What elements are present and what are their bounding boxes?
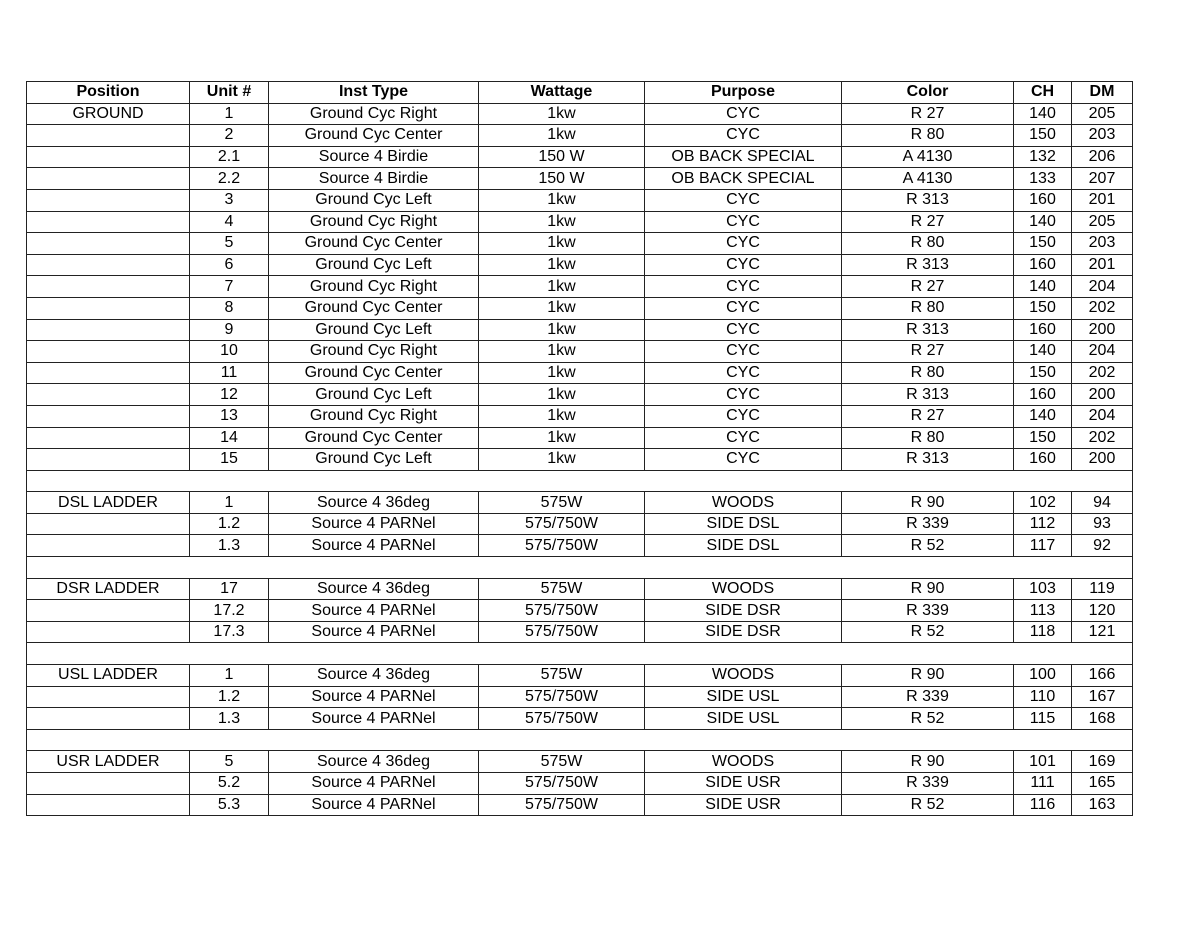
- cell-unit-number: 4: [190, 211, 269, 233]
- cell-wattage: 575/750W: [479, 621, 645, 643]
- cell-unit-number: 3: [190, 189, 269, 211]
- cell-unit-number: 1.3: [190, 708, 269, 730]
- cell-wattage: 575W: [479, 751, 645, 773]
- cell-unit-number: 1.2: [190, 686, 269, 708]
- cell-wattage: 1kw: [479, 384, 645, 406]
- cell-unit-number: 1: [190, 665, 269, 687]
- cell-dimmer: 93: [1072, 513, 1133, 535]
- cell-unit-number: 17.3: [190, 621, 269, 643]
- cell-inst-type: Ground Cyc Center: [269, 362, 479, 384]
- cell-inst-type: Ground Cyc Left: [269, 189, 479, 211]
- cell-inst-type: Ground Cyc Right: [269, 103, 479, 125]
- cell-channel: 132: [1014, 146, 1072, 168]
- cell-channel: 150: [1014, 125, 1072, 147]
- cell-position: [27, 794, 190, 816]
- cell-dimmer: 201: [1072, 254, 1133, 276]
- cell-purpose: CYC: [645, 189, 842, 211]
- cell-channel: 140: [1014, 103, 1072, 125]
- cell-dimmer: 204: [1072, 341, 1133, 363]
- cell-wattage: 575W: [479, 492, 645, 514]
- cell-color: R 339: [842, 686, 1014, 708]
- table-row: [27, 621, 1133, 643]
- cell-purpose: WOODS: [645, 665, 842, 687]
- cell-dimmer: 163: [1072, 794, 1133, 816]
- cell-color: R 27: [842, 103, 1014, 125]
- cell-position: [27, 276, 190, 298]
- cell-purpose: CYC: [645, 449, 842, 471]
- cell-purpose: CYC: [645, 319, 842, 341]
- table-row: [27, 794, 1133, 816]
- cell-color: R 339: [842, 600, 1014, 622]
- cell-dimmer: 203: [1072, 125, 1133, 147]
- cell-position: [27, 773, 190, 795]
- cell-wattage: 1kw: [479, 233, 645, 255]
- cell-dimmer: 119: [1072, 578, 1133, 600]
- cell-dimmer: 202: [1072, 362, 1133, 384]
- cell-wattage: 1kw: [479, 103, 645, 125]
- cell-position: GROUND: [27, 103, 190, 125]
- table-row: [27, 513, 1133, 535]
- cell-wattage: 575/750W: [479, 600, 645, 622]
- cell-inst-type: Ground Cyc Left: [269, 254, 479, 276]
- cell-purpose: CYC: [645, 341, 842, 363]
- cell-purpose: CYC: [645, 103, 842, 125]
- table-row: [27, 189, 1133, 211]
- cell-channel: 110: [1014, 686, 1072, 708]
- cell-color: R 90: [842, 751, 1014, 773]
- cell-purpose: CYC: [645, 362, 842, 384]
- cell-position: [27, 211, 190, 233]
- cell-color: R 313: [842, 254, 1014, 276]
- cell-purpose: CYC: [645, 254, 842, 276]
- cell-color: R 80: [842, 362, 1014, 384]
- cell-dimmer: 200: [1072, 384, 1133, 406]
- table-row: [27, 319, 1133, 341]
- lighting-hookup-table: [26, 81, 1133, 816]
- cell-channel: 150: [1014, 427, 1072, 449]
- table-row: [27, 535, 1133, 557]
- table-row: [27, 665, 1133, 687]
- cell-dimmer: 92: [1072, 535, 1133, 557]
- cell-channel: 111: [1014, 773, 1072, 795]
- cell-unit-number: 17: [190, 578, 269, 600]
- cell-inst-type: Ground Cyc Right: [269, 405, 479, 427]
- cell-channel: 103: [1014, 578, 1072, 600]
- table-row: [27, 297, 1133, 319]
- cell-wattage: 1kw: [479, 125, 645, 147]
- cell-unit-number: 12: [190, 384, 269, 406]
- cell-wattage: 150 W: [479, 168, 645, 190]
- cell-wattage: 575W: [479, 578, 645, 600]
- cell-purpose: SIDE USL: [645, 686, 842, 708]
- cell-inst-type: Source 4 Birdie: [269, 168, 479, 190]
- cell-position: [27, 125, 190, 147]
- table-row: [27, 233, 1133, 255]
- cell-position: [27, 384, 190, 406]
- header-color: Color: [842, 82, 1014, 104]
- cell-dimmer: 169: [1072, 751, 1133, 773]
- cell-purpose: SIDE DSR: [645, 621, 842, 643]
- cell-dimmer: 204: [1072, 276, 1133, 298]
- cell-unit-number: 8: [190, 297, 269, 319]
- section-spacer-row: [27, 557, 1133, 579]
- cell-channel: 102: [1014, 492, 1072, 514]
- cell-position: [27, 297, 190, 319]
- cell-wattage: 575/750W: [479, 794, 645, 816]
- cell-purpose: CYC: [645, 211, 842, 233]
- cell-wattage: 575/750W: [479, 773, 645, 795]
- cell-dimmer: 207: [1072, 168, 1133, 190]
- cell-position: [27, 362, 190, 384]
- cell-unit-number: 10: [190, 341, 269, 363]
- cell-purpose: CYC: [645, 297, 842, 319]
- cell-dimmer: 205: [1072, 211, 1133, 233]
- cell-dimmer: 200: [1072, 319, 1133, 341]
- cell-inst-type: Ground Cyc Right: [269, 211, 479, 233]
- cell-unit-number: 6: [190, 254, 269, 276]
- cell-purpose: SIDE USL: [645, 708, 842, 730]
- cell-color: R 52: [842, 708, 1014, 730]
- cell-purpose: WOODS: [645, 492, 842, 514]
- cell-dimmer: 166: [1072, 665, 1133, 687]
- cell-inst-type: Source 4 PARNel: [269, 600, 479, 622]
- cell-position: [27, 621, 190, 643]
- cell-inst-type: Ground Cyc Left: [269, 319, 479, 341]
- spacer-cell: [27, 557, 1133, 579]
- cell-inst-type: Ground Cyc Left: [269, 449, 479, 471]
- table-row: [27, 751, 1133, 773]
- cell-position: [27, 233, 190, 255]
- cell-channel: 160: [1014, 384, 1072, 406]
- table-row: [27, 125, 1133, 147]
- cell-inst-type: Source 4 PARNel: [269, 773, 479, 795]
- cell-inst-type: Source 4 PARNel: [269, 686, 479, 708]
- header-row: [27, 82, 1133, 104]
- cell-color: R 52: [842, 794, 1014, 816]
- cell-unit-number: 2.1: [190, 146, 269, 168]
- cell-inst-type: Ground Cyc Right: [269, 276, 479, 298]
- cell-color: R 27: [842, 405, 1014, 427]
- cell-purpose: CYC: [645, 276, 842, 298]
- table-row: [27, 600, 1133, 622]
- table-row: [27, 578, 1133, 600]
- cell-position: [27, 600, 190, 622]
- cell-channel: 115: [1014, 708, 1072, 730]
- cell-wattage: 1kw: [479, 449, 645, 471]
- cell-purpose: WOODS: [645, 578, 842, 600]
- cell-inst-type: Ground Cyc Center: [269, 297, 479, 319]
- cell-inst-type: Source 4 36deg: [269, 751, 479, 773]
- table-row: [27, 168, 1133, 190]
- cell-color: R 313: [842, 449, 1014, 471]
- cell-purpose: SIDE USR: [645, 773, 842, 795]
- header-purpose: Purpose: [645, 82, 842, 104]
- table-row: [27, 405, 1133, 427]
- cell-position: DSL LADDER: [27, 492, 190, 514]
- cell-unit-number: 14: [190, 427, 269, 449]
- cell-dimmer: 200: [1072, 449, 1133, 471]
- cell-purpose: WOODS: [645, 751, 842, 773]
- table-row: [27, 146, 1133, 168]
- cell-channel: 113: [1014, 600, 1072, 622]
- cell-dimmer: 204: [1072, 405, 1133, 427]
- cell-wattage: 150 W: [479, 146, 645, 168]
- cell-dimmer: 167: [1072, 686, 1133, 708]
- cell-channel: 116: [1014, 794, 1072, 816]
- cell-dimmer: 201: [1072, 189, 1133, 211]
- cell-purpose: CYC: [645, 125, 842, 147]
- cell-unit-number: 5.2: [190, 773, 269, 795]
- cell-wattage: 1kw: [479, 319, 645, 341]
- cell-color: R 80: [842, 125, 1014, 147]
- cell-dimmer: 168: [1072, 708, 1133, 730]
- cell-channel: 160: [1014, 449, 1072, 471]
- cell-color: R 52: [842, 621, 1014, 643]
- cell-position: [27, 189, 190, 211]
- cell-position: [27, 427, 190, 449]
- cell-position: USR LADDER: [27, 751, 190, 773]
- cell-color: R 313: [842, 319, 1014, 341]
- cell-channel: 150: [1014, 233, 1072, 255]
- cell-purpose: SIDE USR: [645, 794, 842, 816]
- table-row: [27, 449, 1133, 471]
- cell-color: A 4130: [842, 168, 1014, 190]
- spacer-cell: [27, 729, 1133, 751]
- cell-channel: 112: [1014, 513, 1072, 535]
- cell-position: [27, 254, 190, 276]
- cell-position: [27, 405, 190, 427]
- cell-channel: 140: [1014, 276, 1072, 298]
- header-channel: CH: [1014, 82, 1072, 104]
- cell-position: DSR LADDER: [27, 578, 190, 600]
- cell-wattage: 1kw: [479, 276, 645, 298]
- cell-position: [27, 319, 190, 341]
- cell-channel: 133: [1014, 168, 1072, 190]
- spacer-cell: [27, 643, 1133, 665]
- table-row: [27, 492, 1133, 514]
- cell-unit-number: 5.3: [190, 794, 269, 816]
- cell-purpose: CYC: [645, 405, 842, 427]
- cell-color: R 313: [842, 189, 1014, 211]
- cell-color: R 27: [842, 211, 1014, 233]
- cell-unit-number: 5: [190, 751, 269, 773]
- cell-channel: 150: [1014, 362, 1072, 384]
- cell-inst-type: Ground Cyc Left: [269, 384, 479, 406]
- cell-unit-number: 1.2: [190, 513, 269, 535]
- cell-channel: 117: [1014, 535, 1072, 557]
- cell-unit-number: 2: [190, 125, 269, 147]
- table-row: [27, 362, 1133, 384]
- cell-wattage: 1kw: [479, 211, 645, 233]
- cell-unit-number: 5: [190, 233, 269, 255]
- cell-position: [27, 535, 190, 557]
- cell-wattage: 1kw: [479, 189, 645, 211]
- cell-purpose: SIDE DSL: [645, 535, 842, 557]
- cell-position: [27, 708, 190, 730]
- cell-inst-type: Source 4 PARNel: [269, 621, 479, 643]
- cell-inst-type: Ground Cyc Center: [269, 125, 479, 147]
- cell-dimmer: 203: [1072, 233, 1133, 255]
- cell-color: R 90: [842, 492, 1014, 514]
- cell-inst-type: Source 4 PARNel: [269, 513, 479, 535]
- header-position: Position: [27, 82, 190, 104]
- cell-inst-type: Source 4 Birdie: [269, 146, 479, 168]
- cell-position: [27, 513, 190, 535]
- cell-inst-type: Source 4 PARNel: [269, 535, 479, 557]
- cell-dimmer: 120: [1072, 600, 1133, 622]
- cell-unit-number: 17.2: [190, 600, 269, 622]
- cell-color: R 313: [842, 384, 1014, 406]
- cell-dimmer: 205: [1072, 103, 1133, 125]
- cell-channel: 101: [1014, 751, 1072, 773]
- cell-purpose: CYC: [645, 427, 842, 449]
- cell-color: R 80: [842, 233, 1014, 255]
- header-inst-type: Inst Type: [269, 82, 479, 104]
- cell-inst-type: Source 4 36deg: [269, 665, 479, 687]
- cell-channel: 140: [1014, 211, 1072, 233]
- cell-color: R 90: [842, 665, 1014, 687]
- cell-unit-number: 11: [190, 362, 269, 384]
- cell-inst-type: Source 4 PARNel: [269, 708, 479, 730]
- cell-color: R 339: [842, 773, 1014, 795]
- cell-channel: 160: [1014, 254, 1072, 276]
- table-row: [27, 276, 1133, 298]
- section-spacer-row: [27, 470, 1133, 492]
- cell-unit-number: 15: [190, 449, 269, 471]
- cell-inst-type: Source 4 36deg: [269, 492, 479, 514]
- cell-channel: 160: [1014, 319, 1072, 341]
- table-row: [27, 708, 1133, 730]
- cell-purpose: OB BACK SPECIAL: [645, 146, 842, 168]
- cell-wattage: 575/750W: [479, 686, 645, 708]
- cell-position: [27, 449, 190, 471]
- cell-wattage: 575W: [479, 665, 645, 687]
- table-row: [27, 211, 1133, 233]
- table-row: [27, 384, 1133, 406]
- cell-position: [27, 168, 190, 190]
- table-row: [27, 103, 1133, 125]
- cell-unit-number: 13: [190, 405, 269, 427]
- cell-inst-type: Source 4 PARNel: [269, 794, 479, 816]
- cell-channel: 100: [1014, 665, 1072, 687]
- cell-dimmer: 121: [1072, 621, 1133, 643]
- section-spacer-row: [27, 643, 1133, 665]
- cell-channel: 140: [1014, 405, 1072, 427]
- cell-color: A 4130: [842, 146, 1014, 168]
- cell-wattage: 1kw: [479, 297, 645, 319]
- cell-inst-type: Source 4 36deg: [269, 578, 479, 600]
- cell-channel: 160: [1014, 189, 1072, 211]
- cell-channel: 150: [1014, 297, 1072, 319]
- cell-wattage: 1kw: [479, 405, 645, 427]
- cell-channel: 140: [1014, 341, 1072, 363]
- cell-unit-number: 2.2: [190, 168, 269, 190]
- table-row: [27, 427, 1133, 449]
- cell-color: R 27: [842, 276, 1014, 298]
- cell-position: [27, 146, 190, 168]
- cell-dimmer: 202: [1072, 427, 1133, 449]
- cell-inst-type: Ground Cyc Center: [269, 427, 479, 449]
- table-row: [27, 686, 1133, 708]
- cell-inst-type: Ground Cyc Center: [269, 233, 479, 255]
- cell-wattage: 1kw: [479, 362, 645, 384]
- cell-wattage: 1kw: [479, 254, 645, 276]
- header-wattage: Wattage: [479, 82, 645, 104]
- header-unit-number: Unit #: [190, 82, 269, 104]
- cell-dimmer: 202: [1072, 297, 1133, 319]
- table-row: [27, 773, 1133, 795]
- cell-position: [27, 341, 190, 363]
- cell-dimmer: 94: [1072, 492, 1133, 514]
- cell-color: R 27: [842, 341, 1014, 363]
- cell-color: R 80: [842, 427, 1014, 449]
- cell-wattage: 1kw: [479, 427, 645, 449]
- cell-purpose: CYC: [645, 233, 842, 255]
- cell-unit-number: 1: [190, 492, 269, 514]
- cell-position: [27, 686, 190, 708]
- cell-unit-number: 7: [190, 276, 269, 298]
- cell-inst-type: Ground Cyc Right: [269, 341, 479, 363]
- cell-color: R 52: [842, 535, 1014, 557]
- cell-wattage: 575/750W: [479, 513, 645, 535]
- cell-unit-number: 1.3: [190, 535, 269, 557]
- cell-dimmer: 206: [1072, 146, 1133, 168]
- cell-purpose: CYC: [645, 384, 842, 406]
- section-spacer-row: [27, 729, 1133, 751]
- table-row: [27, 254, 1133, 276]
- table-row: [27, 341, 1133, 363]
- cell-position: USL LADDER: [27, 665, 190, 687]
- header-dimmer: DM: [1072, 82, 1133, 104]
- cell-unit-number: 9: [190, 319, 269, 341]
- spacer-cell: [27, 470, 1133, 492]
- cell-purpose: OB BACK SPECIAL: [645, 168, 842, 190]
- cell-purpose: SIDE DSL: [645, 513, 842, 535]
- cell-wattage: 1kw: [479, 341, 645, 363]
- cell-color: R 90: [842, 578, 1014, 600]
- cell-dimmer: 165: [1072, 773, 1133, 795]
- cell-wattage: 575/750W: [479, 535, 645, 557]
- cell-unit-number: 1: [190, 103, 269, 125]
- cell-purpose: SIDE DSR: [645, 600, 842, 622]
- cell-wattage: 575/750W: [479, 708, 645, 730]
- cell-color: R 339: [842, 513, 1014, 535]
- cell-channel: 118: [1014, 621, 1072, 643]
- cell-color: R 80: [842, 297, 1014, 319]
